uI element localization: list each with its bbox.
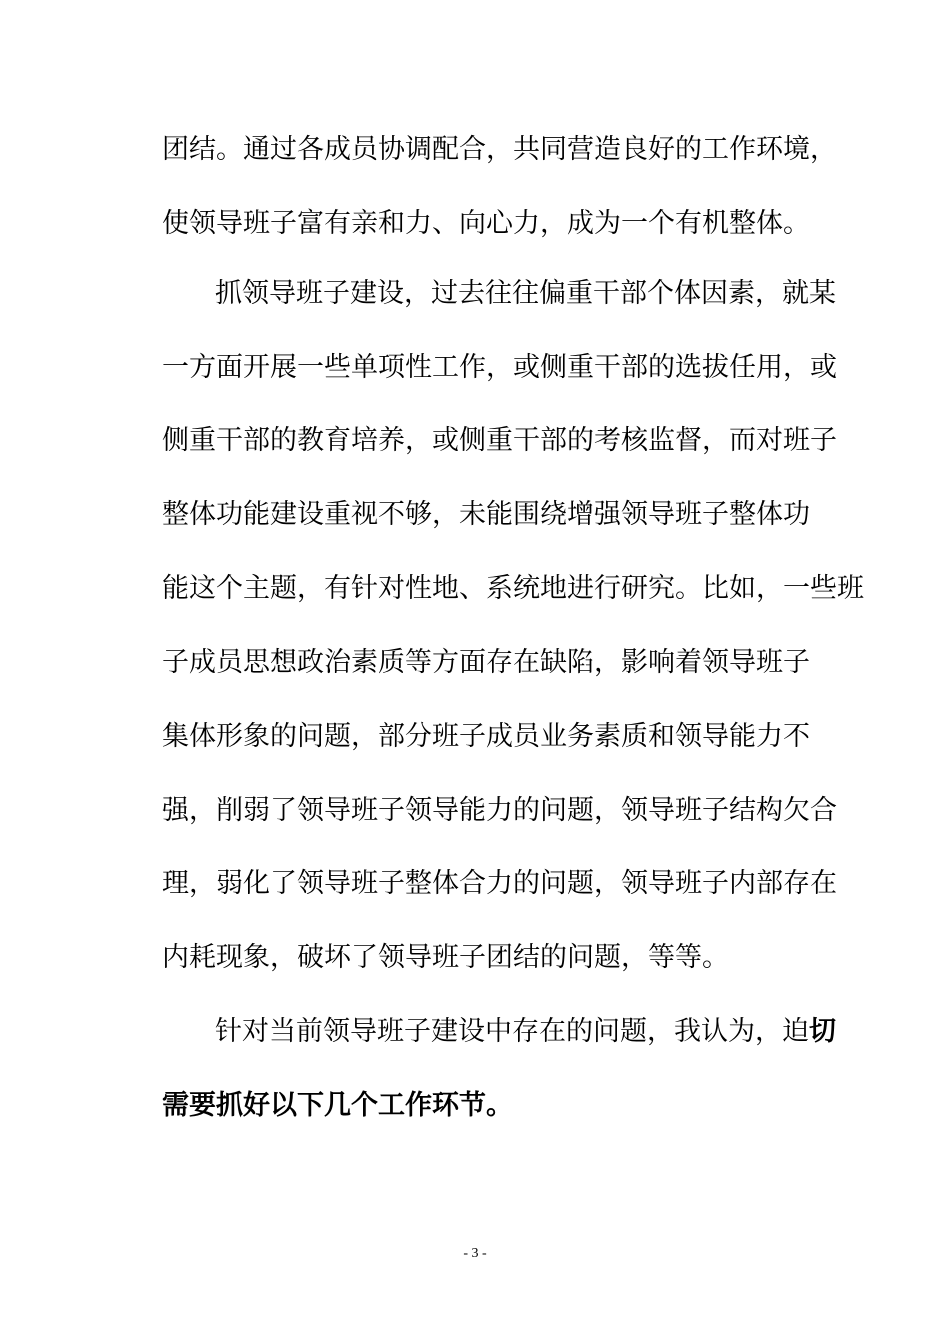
paragraph-2-line-3: 侧重干部的教育培养，或侧重干部的考核监督，而对班子 bbox=[162, 425, 837, 456]
paragraph-2-line-8: 强，削弱了领导班子领导能力的问题，领导班子结构欠合 bbox=[162, 795, 837, 826]
paragraph-1-line-1: 团结。通过各成员协调配合，共同营造良好的工作环境， bbox=[162, 134, 837, 165]
paragraph-2-line-4: 整体功能建设重视不够，未能围绕增强领导班子整体功 bbox=[162, 499, 810, 530]
paragraph-1-line-2: 使领导班子富有亲和力、向心力，成为一个有机整体。 bbox=[162, 208, 810, 239]
paragraph-2-line-5: 能这个主题，有针对性地、系统地进行研究。比如，一些班 bbox=[162, 573, 864, 604]
paragraph-2-line-10: 内耗现象，破坏了领导班子团结的问题，等等。 bbox=[162, 942, 729, 973]
paragraph-2-line-9: 理，弱化了领导班子整体合力的问题，领导班子内部存在 bbox=[162, 868, 837, 899]
page-number: - 3 - bbox=[463, 1246, 487, 1261]
paragraph-3-normal-text: 针对当前领导班子建设中存在的问题，我认为，迫 bbox=[215, 1016, 809, 1047]
paragraph-2-line-2: 一方面开展一些单项性工作，或侧重干部的选拔任用，或 bbox=[162, 352, 837, 383]
paragraph-3-line-1 bbox=[215, 1014, 836, 1050]
paragraph-2-line-1: 抓领导班子建设，过去往往偏重干部个体因素，就某 bbox=[215, 278, 836, 309]
paragraph-2-line-7: 集体形象的问题，部分班子成员业务素质和领导能力不 bbox=[162, 721, 810, 752]
paragraph-2-line-6: 子成员思想政治素质等方面存在缺陷，影响着领导班子 bbox=[162, 647, 810, 678]
paragraph-3-line-2: 需要抓好以下几个工作环节。 bbox=[162, 1090, 513, 1121]
paragraph-3-bold-text: 切 bbox=[809, 1016, 836, 1047]
